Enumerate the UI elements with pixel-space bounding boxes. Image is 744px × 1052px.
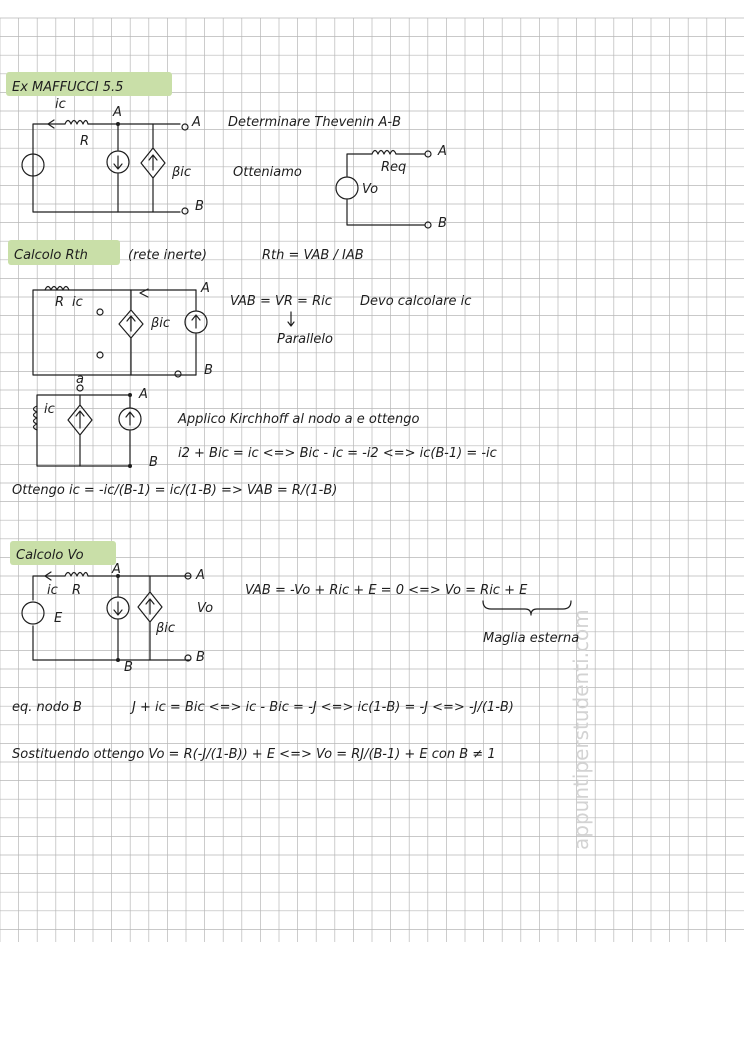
maglia-label: Maglia esterna xyxy=(483,631,580,646)
terminal-B-3: B xyxy=(149,455,158,470)
kirchhoff-equation: i2 + Bic = ic <=> Bic - ic = -i2 <=> ic(B-1) = -ic xyxy=(178,446,497,461)
terminal-B-2: B xyxy=(204,363,213,378)
Vo-label-1: Vo xyxy=(362,182,379,197)
node-A-label-4: A xyxy=(112,562,121,577)
ic-label-1: ic xyxy=(55,97,66,112)
parallel-label: Parallelo xyxy=(277,332,333,347)
ic-label-2: ic xyxy=(72,295,83,310)
E-label: E xyxy=(54,611,63,626)
dep-source-label-2: βic xyxy=(151,316,171,331)
kirchhoff-text: Applico Kirchhoff al nodo a e ottengo xyxy=(178,412,420,427)
Vo-label-4: Vo xyxy=(197,601,214,616)
thev-terminal-A: A xyxy=(438,144,447,159)
terminal-B-1: B xyxy=(195,199,204,214)
ic-result: Ottengo ic = -ic/(B-1) = ic/(1-B) => VAB = R/(1-B) xyxy=(12,483,338,498)
we-get: Otteniamo xyxy=(233,165,302,180)
dep-source-label-4: βic xyxy=(156,621,176,636)
must-compute: Devo calcolare ic xyxy=(360,294,472,309)
node-B-label-4: B xyxy=(124,660,133,675)
terminal-A-3: A xyxy=(139,387,148,402)
node-A-label-1: A xyxy=(113,105,122,120)
dep-source-label-1: βic xyxy=(172,165,192,180)
ic-label-4: ic xyxy=(47,583,58,598)
node-b-equation: J + ic = Bic <=> ic - Bic = -J <=> ic(1-B) = -J <=> -J/(1-B) xyxy=(132,700,514,715)
terminal-A-1: A xyxy=(192,115,201,130)
rth-formula: Rth = VAB / IAB xyxy=(262,248,364,263)
vab-equation-3: VAB = -Vo + Ric + E = 0 <=> Vo = Ric + E xyxy=(245,583,528,598)
substitution: Sostituendo ottengo Vo = R(-J/(1-B)) + E <=> Vo = RJ/(B-1) + E con B ≠ 1 xyxy=(12,747,496,762)
terminal-A-2: A xyxy=(201,281,210,296)
R-label-1: R xyxy=(80,134,90,149)
statement: Determinare Thevenin A-B xyxy=(228,115,401,130)
node-a-label: a xyxy=(76,372,84,387)
R-label-4: R xyxy=(72,583,82,598)
ic-label-3: ic xyxy=(44,402,55,417)
heading-vo: Calcolo Vo xyxy=(16,548,84,563)
circuit-kirchhoff xyxy=(34,385,142,468)
terminal-B-4: B xyxy=(196,650,205,665)
heading-rth: Calcolo Rth xyxy=(14,248,88,263)
Req-label: Req xyxy=(381,160,407,175)
node-b-label: eq. nodo B xyxy=(12,700,82,715)
watermark: appuntiperstudenti.com xyxy=(569,609,593,850)
rth-mode: (rete inerte) xyxy=(128,248,208,263)
graph-paper-grid xyxy=(0,18,744,942)
terminal-A-4: A xyxy=(196,568,205,583)
parallel-arrow xyxy=(288,312,294,326)
R-label-2: R xyxy=(55,295,65,310)
thev-terminal-B: B xyxy=(438,216,447,231)
exercise-title: Ex MAFFUCCI 5.5 xyxy=(12,80,124,95)
vab-equation-2: VAB = VR = Ric xyxy=(230,294,332,309)
